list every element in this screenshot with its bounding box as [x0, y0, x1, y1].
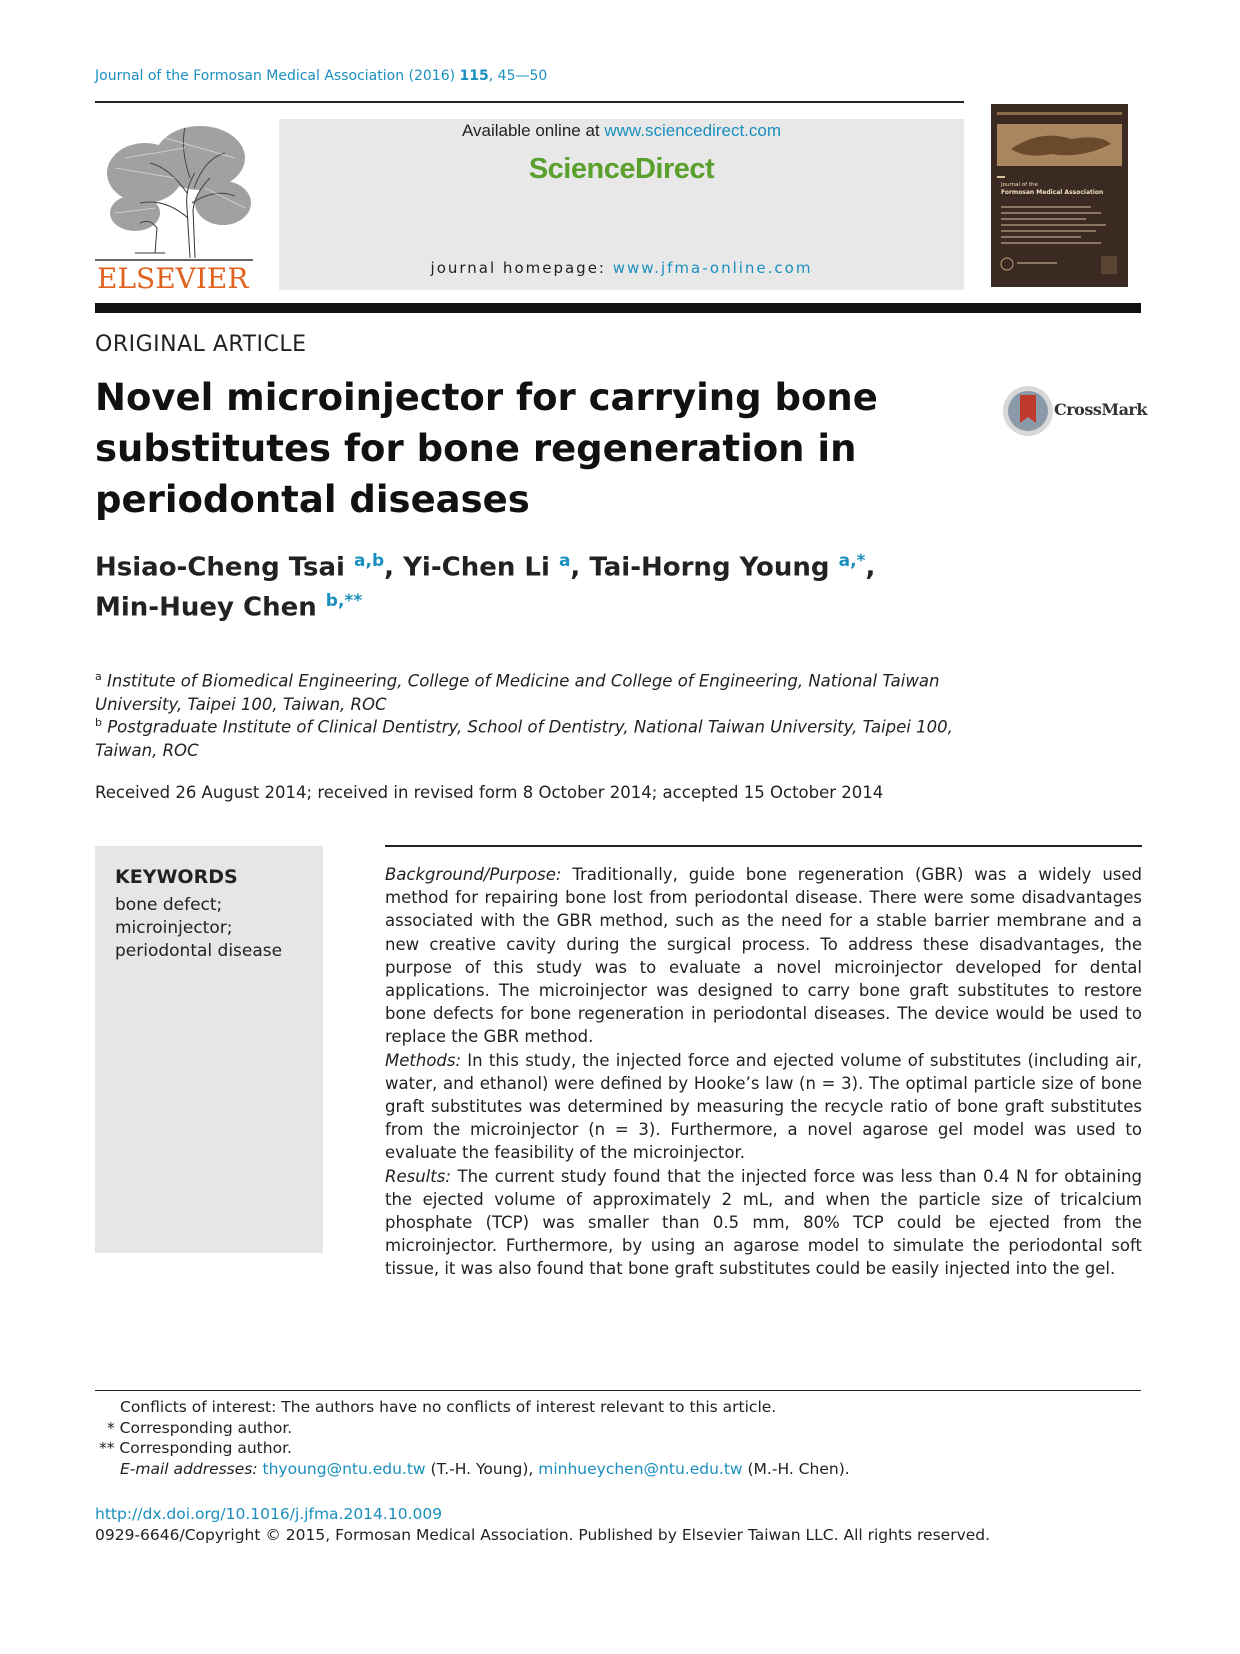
footnote-rule [95, 1390, 1141, 1391]
tree-icon [95, 118, 253, 263]
affiliation-a [95, 665, 995, 716]
sciencedirect-banner [279, 119, 964, 290]
email-owner: (T.-H. Young), [425, 1460, 539, 1478]
keyword-item: microinjector; [115, 918, 233, 938]
author-name: Min-Huey Chen [95, 592, 317, 623]
journal-pages: , 45—50 [488, 68, 548, 84]
affiliation-text: Institute of Biomedical Engineering, College of Medicine and College of Engineering, National Taiwan University, Taipei 100, Taiwan, ROC [95, 671, 940, 714]
author-name: Yi-Chen Li [403, 552, 550, 583]
available-prefix: Available online at [461, 121, 605, 140]
copyright-line: 0929-6646/Copyright © 2015, Formosan Medical Association. Published by Elsevier Taiwan LLC. All rights reserved. [95, 1526, 991, 1544]
abstract-section-label: Background/Purpose: [385, 865, 562, 884]
abstract-section-label: Results: [385, 1166, 451, 1186]
affiliation-marker: a [95, 670, 102, 683]
footnote-corresponding-1: * Corresponding author. [107, 1419, 293, 1437]
abstract-section-text: Traditionally, guide bone regeneration (GBR) was a widely used method for repairing bone lost from periodontal disease. There were some disadvantages associated with the GBR method, such as the need for a stable barrier membrane and a new creative cavity during the surgical process. To address these disadvantages, the purpose of this study was to evaluate a novel microinjector developed for dental applications. The microinjector was designed to carry bone graft substitutes to restore bone defects for bone regeneration in periodontal diseases. The device would be used to replace the GBR method. [385, 865, 1142, 1047]
author-separator: , [570, 552, 590, 583]
keywords-list [115, 894, 282, 963]
article-title: Novel microinjector for carrying bone substitutes for bone regeneration in periodontal diseases [95, 376, 878, 521]
email-label: E-mail addresses: [120, 1460, 258, 1478]
email-owner: (M.-H. Chen). [742, 1460, 850, 1478]
journal-name: Journal of the Formosan Medical Association (2016) [95, 68, 456, 84]
received-dates: Received 26 August 2014; received in revised form 8 October 2014; accepted 15 October 2014 [95, 783, 884, 802]
article-type: ORIGINAL ARTICLE [95, 332, 307, 357]
author-affiliation-marker[interactable]: a [558, 551, 571, 571]
footnote-corresponding-2: ** Corresponding author. [99, 1439, 292, 1457]
author-separator: , [865, 552, 876, 583]
abstract-background [385, 863, 1142, 1049]
abstract [385, 863, 1142, 1281]
affiliation-b [95, 711, 995, 762]
header-bottom-rule [95, 303, 1141, 313]
author-affiliation-marker[interactable]: a,b [354, 551, 385, 571]
author-name: Tai-Horng Young [589, 552, 830, 583]
email-link-young[interactable]: thyoung@ntu.edu.tw [262, 1460, 426, 1478]
elsevier-wordmark: ELSEVIER [97, 262, 249, 295]
abstract-top-rule [385, 845, 1142, 847]
available-online [279, 121, 964, 141]
top-divider [95, 101, 964, 103]
abstract-results [385, 1165, 1142, 1281]
svg-text:Formosan Medical Association: Formosan Medical Association [1001, 189, 1104, 196]
footnote-conflicts: Conflicts of interest: The authors have no conflicts of interest relevant to this article. [120, 1398, 777, 1416]
author-separator: , [384, 552, 404, 583]
affiliation-text: Postgraduate Institute of Clinical Dentistry, School of Dentistry, National Taiwan University, Taipei 100, Taiwan, ROC [95, 717, 953, 760]
journal-volume: 115 [459, 68, 489, 84]
author-list [95, 545, 955, 624]
crossmark-label: CrossMark [1054, 400, 1147, 419]
affiliation-marker: b [95, 716, 102, 729]
author-affiliation-marker[interactable]: a,* [838, 551, 866, 571]
keyword-item: bone defect; [115, 895, 223, 915]
homepage-prefix: journal homepage: [430, 259, 613, 277]
keywords-box [95, 846, 323, 1253]
sciencedirect-link[interactable]: www.sciencedirect.com [604, 121, 782, 140]
journal-cover-art [991, 104, 1128, 287]
sciencedirect-logo: ScienceDirect [528, 153, 715, 185]
abstract-section-label: Methods: [385, 1050, 462, 1070]
doi-link[interactable]: http://dx.doi.org/10.1016/j.jfma.2014.10.009 [95, 1505, 443, 1523]
journal-homepage [279, 259, 964, 277]
email-link-chen[interactable]: minhueychen@ntu.edu.tw [538, 1460, 743, 1478]
journal-citation[interactable] [95, 68, 547, 84]
keywords-heading: KEYWORDS [115, 866, 238, 888]
author-name: Hsiao-Cheng Tsai [95, 552, 345, 583]
homepage-link[interactable]: www.jfma-online.com [612, 259, 813, 277]
author-affiliation-marker[interactable]: b,** [325, 590, 363, 611]
crossmark-badge[interactable] [1002, 383, 1147, 439]
svg-text:Journal of the: Journal of the [1001, 182, 1038, 188]
footnote-emails [120, 1459, 850, 1480]
abstract-section-text: The current study found that the injected force was less than 0.4 N for obtaining the ejected volume of approximately 2 mL, and when the particle size of tricalcium phosphate (TCP) was smaller than 0.5 mm, 80% TCP could be ejected from the microinjector. Furthermore, by using an agarose model to simulate the periodontal soft tissue, it was also found that bone graft substitutes could be easily injected into the gel. [385, 1166, 1142, 1279]
journal-cover-image [991, 104, 1128, 287]
abstract-methods [385, 1049, 1142, 1165]
abstract-section-text: In this study, the injected force and ejected volume of substitutes (including air, water, and ethanol) were defined by Hooke’s law (n = 3). The optimal particle size of bone graft substitutes was determined by measuring the recycle ratio of bone graft substitutes from the microinjector (n = 3). Furthermore, a novel agarose gel model was used to evaluate the feasibility of the microinjector. [385, 1050, 1142, 1163]
keyword-item: periodontal disease [115, 941, 283, 961]
